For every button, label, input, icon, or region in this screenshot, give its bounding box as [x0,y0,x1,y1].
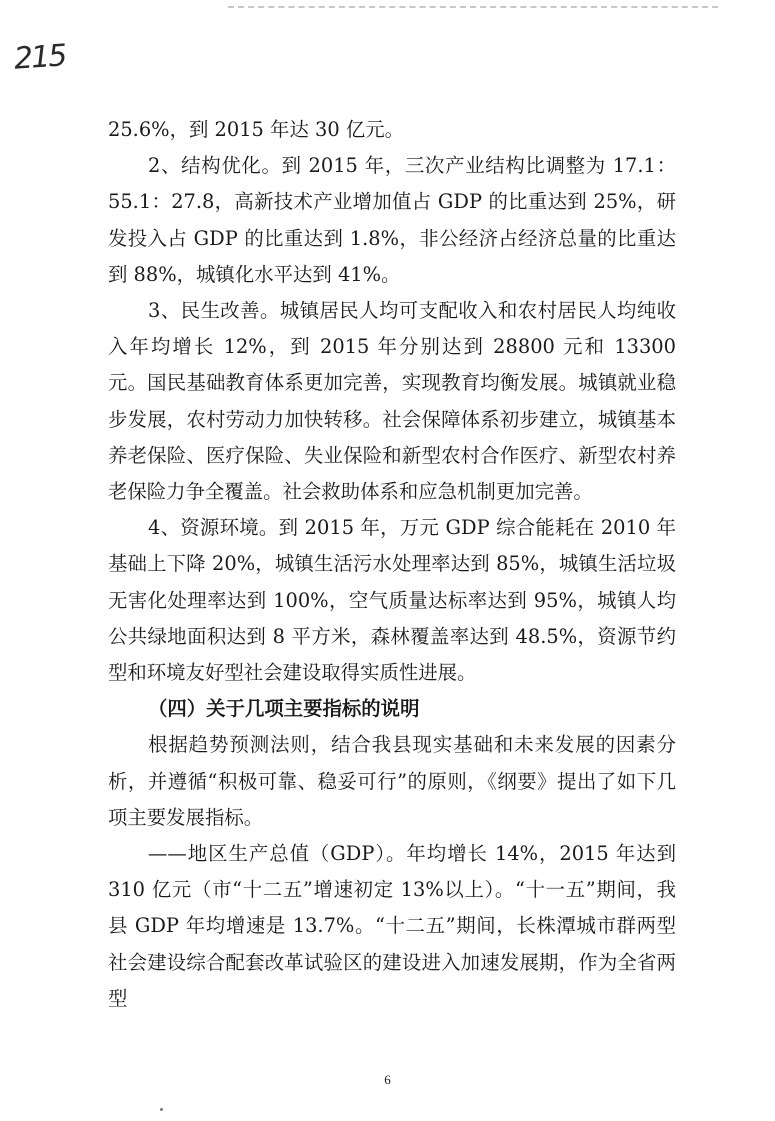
document-body [108,112,676,1017]
scan-edge-artifact [228,6,718,14]
paragraph-continuation: 25.6%，到 2015 年达 30 亿元。 [108,118,405,141]
paragraph-structure-optimization: 2、结构优化。到 2015 年，三次产业结构比调整为 17.1：55.1：27.8，高新技术产业增加值占 GDP 的比重达到 25%，研发投入占 GDP 的比重达到 1.8%，非公经济占经济总量的比重达到 88%，城镇化水平达到 41%。 [108,154,676,286]
paragraph-livelihood-improvement: 3、民生改善。城镇居民人均可支配收入和农村居民人均纯收入年均增长 12%，到 2015 年分别达到 28800 元和 13300 元。国民基础教育体系更加完善，实现教育均衡发展。城镇就业稳步发展，农村劳动力加快转移。社会保障体系初步建立，城镇基本养老保险、医疗保险、失业保险和新型农村合作医疗、新型农村养老保险力争全覆盖。社会救助体系和应急机制更加完善。 [108,299,676,504]
paragraph-gdp-indicator: ——地区生产总值（GDP）。年均增长 14%，2015 年达到 310 亿元（市“十二五”增速初定 13%以上）。“十一五”期间，我县 GDP 年均增速是 13.7%。“十二五”期间，长株潭城市群两型社会建设综合配套改革试验区的建设进入加速发展期，作为全省两型 [108,842,676,1010]
handwritten-page-annotation: 215 [12,38,67,77]
paragraph-resources-environment: 4、资源环境。到 2015 年，万元 GDP 综合能耗在 2010 年基础上下降 20%，城镇生活污水处理率达到 85%，城镇生活垃圾无害化处理率达到 100%，空气质量达标率达到 95%，城镇人均公共绿地面积达到 8 平方米，森林覆盖率达到 48.5%，资源节约型和环境友好型社会建设取得实质性进展。 [108,516,676,685]
section-heading-indicators: （四）关于几项主要指标的说明 [148,697,420,721]
page-number: 6 [384,1072,391,1087]
scan-speck [160,1108,163,1111]
paragraph-forecast-method: 根据趋势预测法则，结合我县现实基础和未来发展的因素分析，并遵循“积极可靠、稳妥可行”的原则，《纲要》提出了如下几项主要发展指标。 [108,733,676,829]
